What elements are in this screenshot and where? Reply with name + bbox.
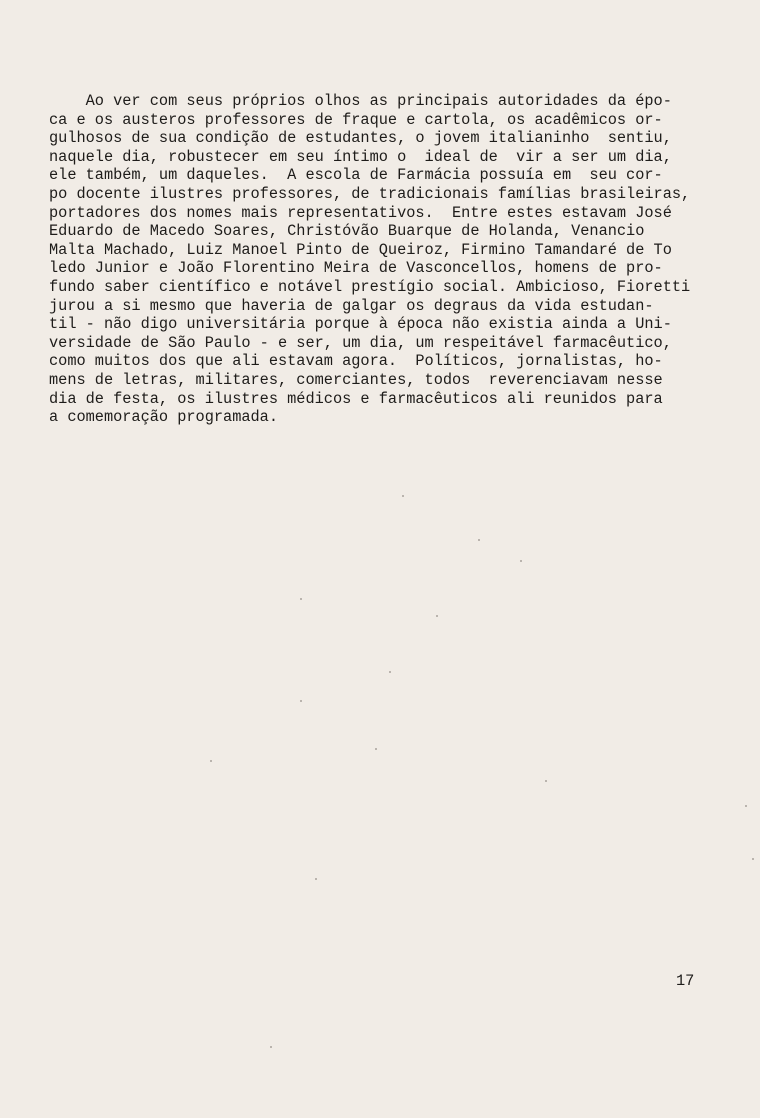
paper-speck [270,1046,272,1048]
body-paragraph [49,92,739,427]
paper-speck [520,560,522,562]
page-number: 17 [676,972,695,990]
paper-speck [752,858,754,860]
paper-speck [210,760,212,762]
text-line-8: Eduardo de Macedo Soares, Christóvão Buarque de Holanda, Venancio [49,222,645,241]
text-line-2: ca e os austeros professores de fraque e cartola, os acadêmicos or- [49,110,663,129]
text-line-11: fundo saber científico e notável prestígio social. Ambicioso, Fioretti [49,277,691,296]
paper-speck [478,539,480,541]
text-line-6: po docente ilustres professores, de tradicionais famílias brasileiras, [49,184,691,203]
paper-speck [745,805,747,807]
text-line-18: a comemoração programada. [49,408,278,427]
text-line-15: como muitos dos que ali estavam agora. Políticos, jornalistas, ho- [49,352,663,371]
paper-speck [436,615,438,617]
paper-speck [545,780,547,782]
paper-speck [375,748,377,750]
paper-speck [300,598,302,600]
text-line-14: versidade de São Paulo - e ser, um dia, um respeitável farmacêutico, [49,333,672,352]
text-line-4: naquele dia, robustecer em seu íntimo o ideal de vir a ser um dia, [49,147,672,166]
text-line-5: ele também, um daqueles. A escola de Farmácia possuía em seu cor- [49,166,663,185]
paper-speck [315,878,317,880]
paper-speck [402,495,404,497]
text-line-17: dia de festa, os ilustres médicos e farmacêuticos ali reunidos para [49,389,663,408]
text-line-7: portadores dos nomes mais representativos. Entre estes estavam José [49,203,672,222]
paper-speck [389,671,391,673]
text-line-12: jurou a si mesmo que haveria de galgar os degraus da vida estudan- [49,296,654,315]
text-line-9: Malta Machado, Luiz Manoel Pinto de Queiroz, Firmino Tamandaré de To [49,240,672,259]
text-line-3: gulhosos de sua condição de estudantes, o jovem italianinho sentiu, [49,129,672,148]
paper-speck [300,700,302,702]
text-line-1: Ao ver com seus próprios olhos as principais autoridades da épo- [49,92,672,110]
text-line-16: mens de letras, militares, comerciantes, todos reverenciavam nesse [49,370,663,389]
text-line-13: til - não digo universitária porque à época não existia ainda a Uni- [49,315,672,334]
text-line-10: ledo Junior e João Florentino Meira de Vasconcellos, homens de pro- [49,259,663,278]
